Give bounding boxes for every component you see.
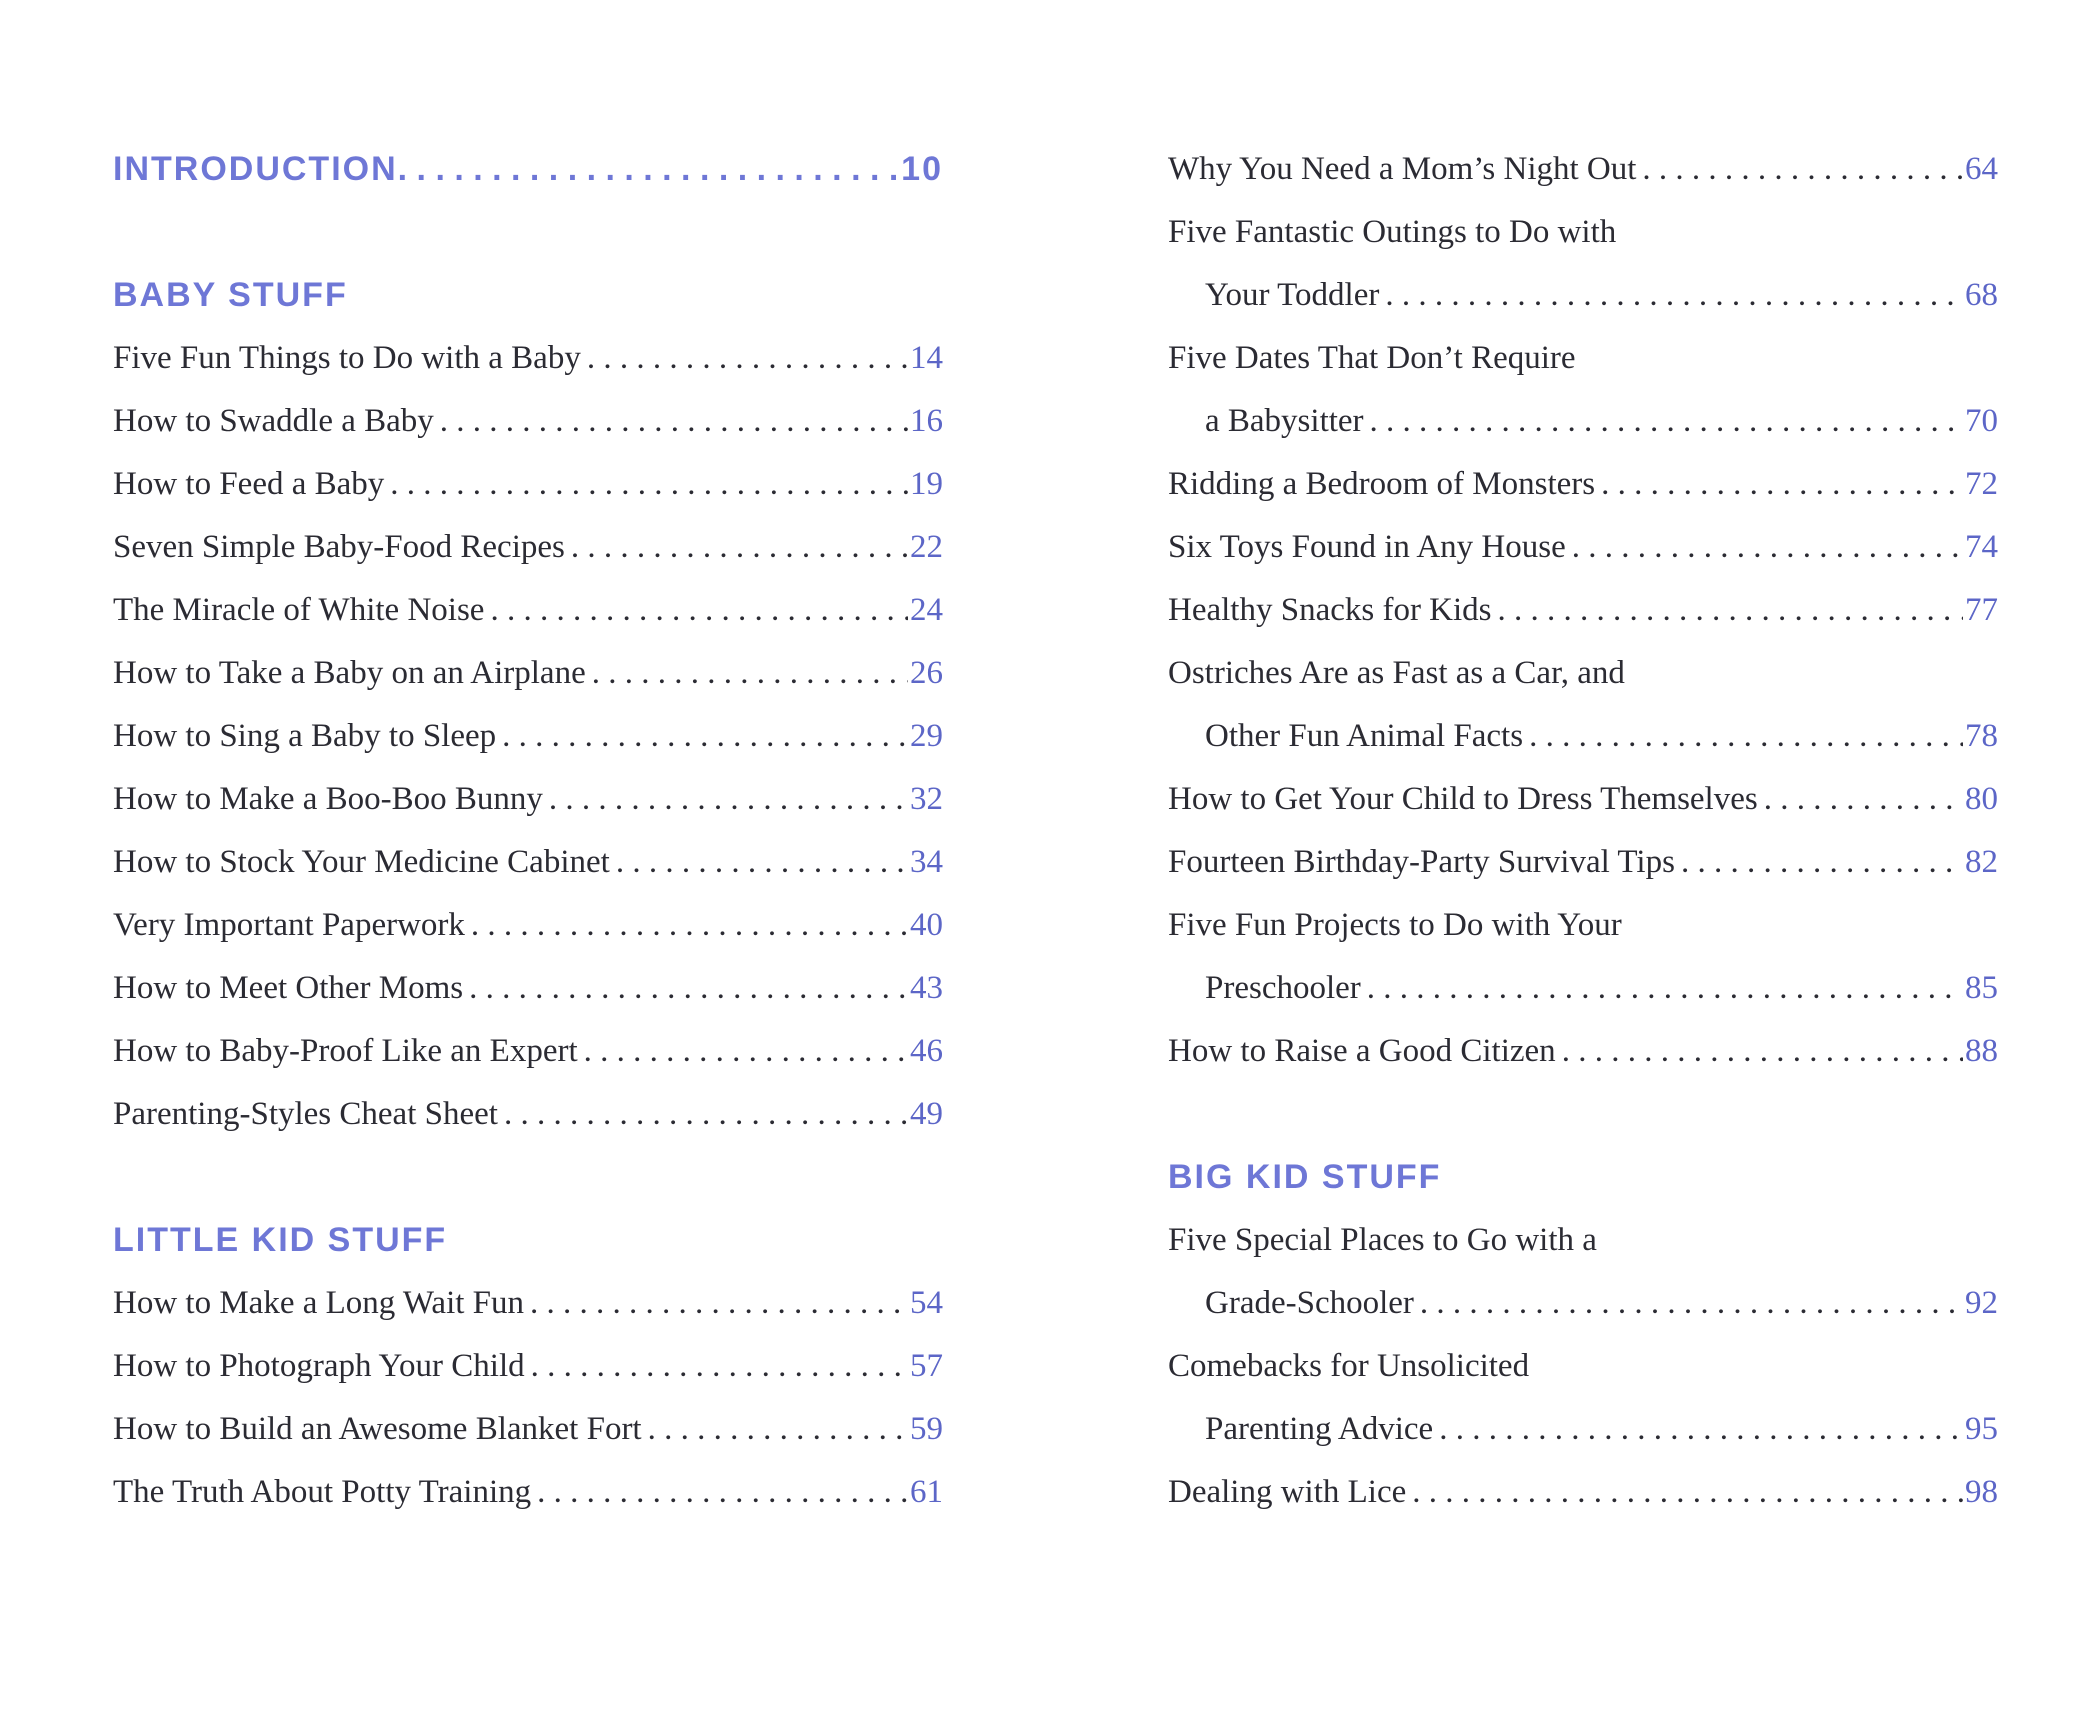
toc-entry[interactable] [113,957,943,1020]
entry-title-line-1 [1168,1209,1998,1272]
toc-entry[interactable] [113,1335,943,1398]
section-heading-big-kid-stuff: BIG KID STUFF [1168,1158,1442,1196]
toc-entry[interactable] [1168,1461,1998,1524]
entry-page-number: 72 [1965,466,1998,502]
dot-leader [565,516,908,579]
dot-leader [578,1020,908,1083]
entry-title: Ostriches Are as Fast as a Car, and [1168,655,1625,691]
intro-page-number: 10 [901,150,943,188]
dot-leader [1414,1272,1963,1335]
entry-page-number: 74 [1965,529,1998,565]
toc-entry-multiline[interactable] [1168,201,1998,327]
dot-leader [398,138,902,201]
dot-leader [543,768,908,831]
toc-entry[interactable] [113,1461,943,1524]
entry-title: How to Take a Baby on an Airplane [113,655,586,691]
entry-page-number: 64 [1965,151,1998,187]
entry-title: How to Sing a Baby to Sleep [113,718,497,754]
entry-title: How to Make a Boo-Boo Bunny [113,781,543,817]
dot-leader [1379,264,1963,327]
entry-title-line-2 [1168,705,1998,768]
entry-page-number: 92 [1965,1285,1998,1321]
toc-entry[interactable] [113,831,943,894]
entry-page-number: 14 [910,340,943,376]
dot-leader [581,327,908,390]
dot-leader [1406,1461,1963,1524]
toc-entry[interactable] [113,642,943,705]
entry-page-number: 19 [910,466,943,502]
dot-leader [586,642,908,705]
toc-entry[interactable] [1168,453,1998,516]
toc-entry[interactable] [1168,579,1998,642]
entry-title: How to Baby-Proof Like an Expert [113,1033,578,1069]
entry-title-continued: Preschooler [1205,970,1361,1006]
dot-leader [642,1398,908,1461]
toc-entry[interactable] [113,1272,943,1335]
entry-title: How to Feed a Baby [113,466,385,502]
entry-title: Five Fantastic Outings to Do with [1168,214,1617,250]
entry-title-continued: a Babysitter [1205,403,1364,439]
entry-title-line-1 [1168,894,1998,957]
entry-title-line-1 [1168,642,1998,705]
dot-leader [1492,579,1963,642]
entry-page-number: 88 [1965,1033,1998,1069]
dot-leader [498,1083,908,1146]
big-kid-stuff-entries [1168,1209,1998,1524]
entry-page-number: 26 [910,655,943,691]
toc-entry-multiline[interactable] [1168,327,1998,453]
section-heading-little-kid-stuff: LITTLE KID STUFF [113,1221,448,1259]
dot-leader [496,705,908,768]
entry-title-line-2 [1168,264,1998,327]
entry-title: Dealing with Lice [1168,1474,1407,1510]
entry-title: Five Fun Things to Do with a Baby [113,340,581,376]
entry-title-continued: Other Fun Animal Facts [1205,718,1524,754]
dot-leader [384,453,908,516]
entry-page-number: 95 [1965,1411,1998,1447]
entry-title: Ridding a Bedroom of Monsters [1168,466,1596,502]
toc-entry-multiline[interactable] [1168,1335,1998,1461]
entry-title: Five Fun Projects to Do with Your [1168,907,1622,943]
toc-entry[interactable] [1168,138,1998,201]
toc-entry[interactable] [113,579,943,642]
entry-page-number: 54 [910,1285,943,1321]
entry-page-number: 68 [1965,277,1998,313]
entry-title: Fourteen Birthday-Party Survival Tips [1168,844,1675,880]
entry-title-continued: Your Toddler [1205,277,1380,313]
entry-page-number: 61 [910,1474,943,1510]
entry-page-number: 82 [1965,844,1998,880]
dot-leader [1675,831,1963,894]
toc-entry[interactable] [113,768,943,831]
dot-leader [1361,957,1963,1020]
toc-entry[interactable] [1168,831,1998,894]
entry-title-line-2 [1168,390,1998,453]
section-heading-baby-stuff: BABY STUFF [113,276,348,314]
entry-page-number: 57 [910,1348,943,1384]
toc-left-column [113,138,943,1524]
baby-stuff-entries [113,327,943,1146]
dot-leader [434,390,908,453]
entry-page-number: 22 [910,529,943,565]
dot-leader [1433,1398,1963,1461]
entry-page-number: 98 [1965,1474,1998,1510]
entry-title: How to Photograph Your Child [113,1348,525,1384]
entry-title-line-2 [1168,1272,1998,1335]
entry-page-number: 34 [910,844,943,880]
dot-leader [1595,453,1963,516]
dot-leader [1636,138,1963,201]
entry-title: Why You Need a Mom’s Night Out [1168,151,1637,187]
dot-leader [1566,516,1963,579]
dot-leader [465,894,908,957]
toc-entry-multiline[interactable] [1168,1209,1998,1335]
entry-title: Very Important Paperwork [113,907,465,943]
dot-leader [1523,705,1963,768]
entry-title-line-2 [1168,1398,1998,1461]
entry-title: How to Raise a Good Citizen [1168,1033,1556,1069]
entry-title-continued: Grade-Schooler [1205,1285,1414,1321]
toc-entry-multiline[interactable] [1168,642,1998,768]
entry-title: Six Toys Found in Any House [1168,529,1566,565]
little-kid-stuff-entries [113,1272,943,1524]
entry-page-number: 77 [1965,592,1998,628]
entry-page-number: 29 [910,718,943,754]
dot-leader [463,957,908,1020]
entry-title: Five Special Places to Go with a [1168,1222,1597,1258]
entry-title: Five Dates That Don’t Require [1168,340,1576,376]
dot-leader [524,1272,908,1335]
entry-title-line-1 [1168,1335,1998,1398]
toc-entry[interactable] [113,327,943,390]
toc-entry[interactable] [113,1398,943,1461]
toc-entry[interactable] [1168,516,1998,579]
entry-page-number: 16 [910,403,943,439]
entry-title-continued: Parenting Advice [1205,1411,1434,1447]
entry-page-number: 24 [910,592,943,628]
toc-entry[interactable] [113,894,943,957]
toc-right-column [1168,138,1998,1524]
dot-leader [1758,768,1963,831]
entry-page-number: 78 [1965,718,1998,754]
entry-title: How to Get Your Child to Dress Themselves [1168,781,1758,817]
dot-leader [1556,1020,1963,1083]
toc-intro-entry[interactable] [113,138,943,201]
entry-title: How to Stock Your Medicine Cabinet [113,844,610,880]
entry-page-number: 59 [910,1411,943,1447]
dot-leader [525,1335,908,1398]
entry-page-number: 49 [910,1096,943,1132]
dot-leader [484,579,908,642]
entry-page-number: 80 [1965,781,1998,817]
entry-title: Seven Simple Baby-Food Recipes [113,529,565,565]
entry-title: Comebacks for Unsolicited [1168,1348,1530,1384]
entry-title: How to Build an Awesome Blanket Fort [113,1411,642,1447]
entry-title: How to Meet Other Moms [113,970,464,1006]
toc-entry[interactable] [113,390,943,453]
dot-leader [531,1461,908,1524]
toc-entry[interactable] [113,516,943,579]
toc-entry-multiline[interactable] [1168,894,1998,1020]
entry-title: Parenting-Styles Cheat Sheet [113,1096,498,1132]
entry-title: The Miracle of White Noise [113,592,485,628]
entry-title: How to Make a Long Wait Fun [113,1285,525,1321]
entry-title: How to Swaddle a Baby [113,403,434,439]
spacer [113,1146,943,1209]
entry-title-line-1 [1168,201,1998,264]
entry-page-number: 46 [910,1033,943,1069]
entry-page-number: 32 [910,781,943,817]
entry-page-number: 85 [1965,970,1998,1006]
toc-entry[interactable] [113,1020,943,1083]
dot-leader [610,831,908,894]
entry-page-number: 70 [1965,403,1998,439]
dot-leader [1364,390,1963,453]
toc-entry[interactable] [1168,768,1998,831]
continued-entries [1168,138,1998,1083]
entry-title-line-1 [1168,327,1998,390]
toc-entry[interactable] [113,453,943,516]
entry-title: Healthy Snacks for Kids [1168,592,1492,628]
toc-entry[interactable] [113,1083,943,1146]
toc-entry[interactable] [113,705,943,768]
entry-title: The Truth About Potty Training [113,1474,532,1510]
spacer [1168,1083,1998,1146]
entry-page-number: 40 [910,907,943,943]
spacer [113,201,943,264]
toc-entry[interactable] [1168,1020,1998,1083]
intro-label: INTRODUCTION [113,150,398,188]
entry-title-line-2 [1168,957,1998,1020]
entry-page-number: 43 [910,970,943,1006]
